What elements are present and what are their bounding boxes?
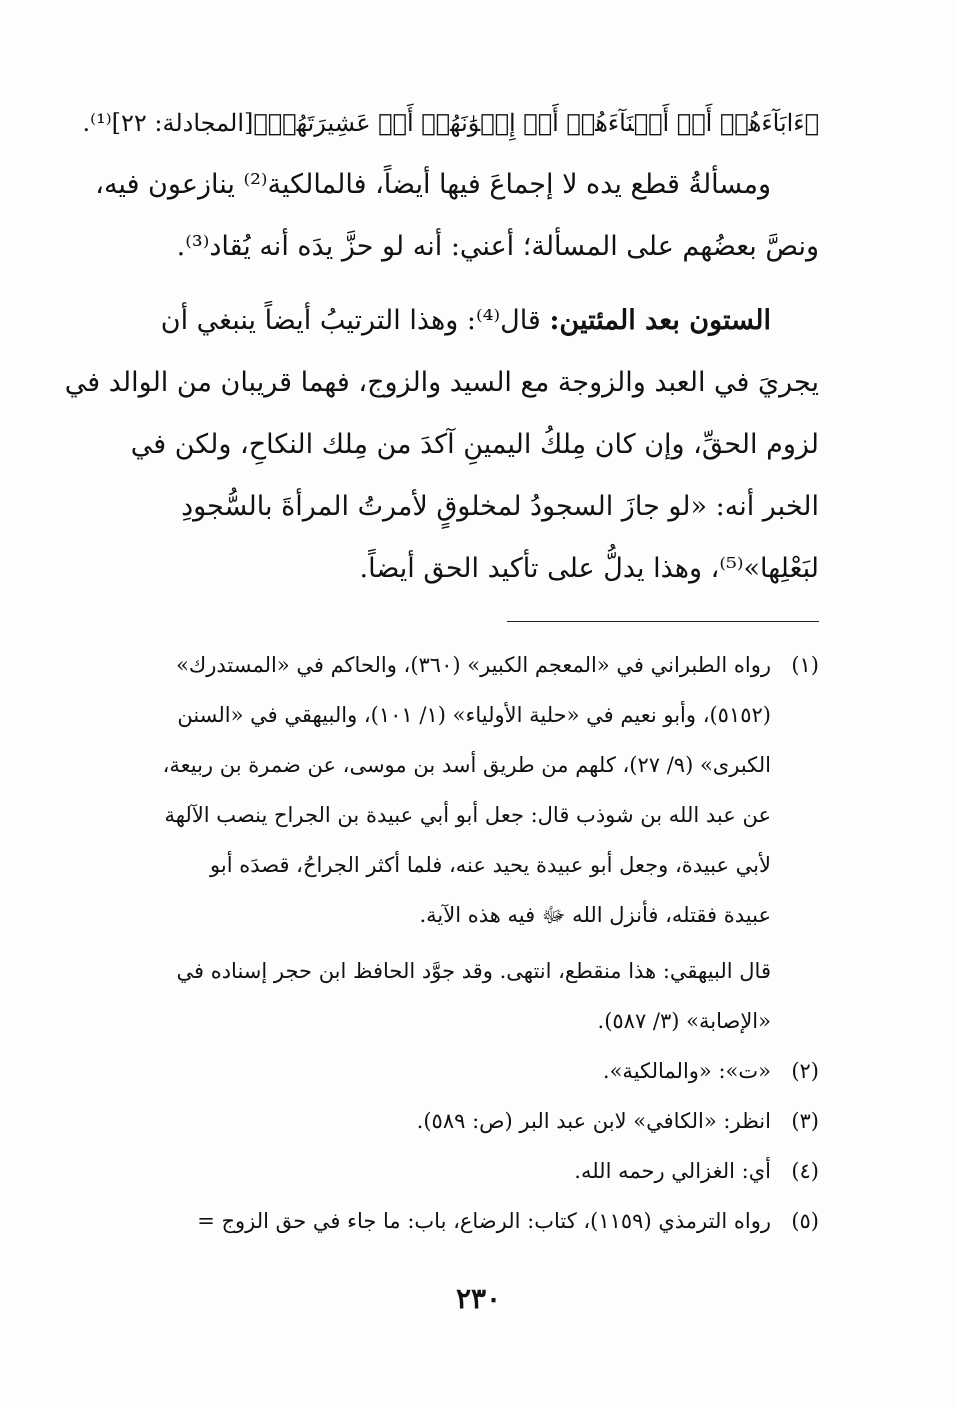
footnote-line: «الإصابة» (٣/ ٥٨٧). [597,1009,771,1033]
body-line: لزوم الحقِّ، وإن كان مِلكُ اليمينِ آكدَ من مِلك النكاحِ، ولكن في [130,429,819,460]
section-heading: الستون بعد المئتين: [549,305,771,336]
footnote-line: الكبرى» (٩/ ٢٧)، كلهم من طريق أسد بن موسى، عن ضمرة بن ربيعة، [162,753,771,777]
section-first-line-text: قال⁽⁴⁾: وهذا الترتيبُ أيضاً ينبغي أن [160,305,541,336]
footnote-line: انظر: «الكافي» لابن عبد البر (ص: ٥٨٩). [416,1109,771,1133]
footnote-5 [107,1196,819,1246]
footnote-3 [107,1096,819,1146]
footnote-line: لأبي عبيدة، وجعل أبو عبيدة يحيد عنه، فلما أكثر الجراحُ، قصدَه أبو [210,853,771,877]
footnote-line: «ت»: «والمالكية». [602,1059,771,1083]
footnote-number: (١) [791,653,819,677]
body-line: الخبر أنه: «لو جازَ السجودُ لمخلوقٍ لأمرتُ المرأةَ بالسُّجودِ [181,491,819,522]
footnote-line: أي: الغزالي رحمه الله. [574,1159,771,1183]
footnote-line: رواه الطبراني في «المعجم الكبير» (٣٦٠)، والحاكم في «المستدرك» [176,653,771,677]
footnote-line: قال البيهقي: هذا منقطع، انتهى. وقد جوَّد الحافظ ابن حجر إسناده في [176,959,771,983]
body-line: ونصَّ بعضُهم على المسألة؛ أعني: أنه لو حزَّ يدَه أنه يُقاد⁽³⁾. [176,231,819,262]
body-line: لبَعْلِها»⁽⁵⁾، وهذا يدلُّ على تأكيد الحق أيضاً. [359,553,819,584]
footnote-divider [507,621,819,622]
footnote-line: رواه الترمذي (١١٥٩)، كتاب: الرضاع، باب: ما جاء في حق الزوج = [197,1209,771,1233]
footnote-line: عبيدة فقتله، فأنزل الله ﷻ فيه هذه الآية. [419,903,771,927]
page-number: ٢٣٠ [455,1282,502,1315]
body-line: يجريَ في العبد والزوجة مع السيد والزوج، فهما قريبان من الوالد في [64,367,819,398]
footnote-number: (٥) [791,1209,819,1233]
section-first-line [107,290,819,352]
footnotes [107,640,819,1246]
footnote-2 [107,1046,819,1096]
main-text [64,92,819,600]
footnote-1 [107,640,819,940]
footnote-line: عن عبد الله بن شوذب قال: جعل أبو أبي عبيدة بن الجراح ينصب الآلهة [164,803,771,827]
quran-verse-line: ﴿ءَابَآءَهُمۡ أَوۡ أَبۡنَآءَهُمۡ أَوۡ إِخۡوَٰنَهُمۡ أَوۡ عَشِيرَتَهُمۡ﴾[المجادلة: ٢٢]⁽¹⁾. [82,109,819,137]
footnote-line: (٥١٥٢)، وأبو نعيم في «حلية الأولياء» (١/ ١٠١)، والبيهقي في «السنن [177,703,771,727]
footnote-number: (٤) [791,1159,819,1183]
footnote-4 [107,1146,819,1196]
footnote-number: (٢) [791,1059,819,1083]
footnote-number: (٣) [791,1109,819,1133]
footnote-1-comment [107,946,819,1046]
body-line: ومسألةُ قطع يده لا إجماعَ فيها أيضاً، فالمالكية⁽²⁾ ينازعون فيه، [95,169,771,200]
